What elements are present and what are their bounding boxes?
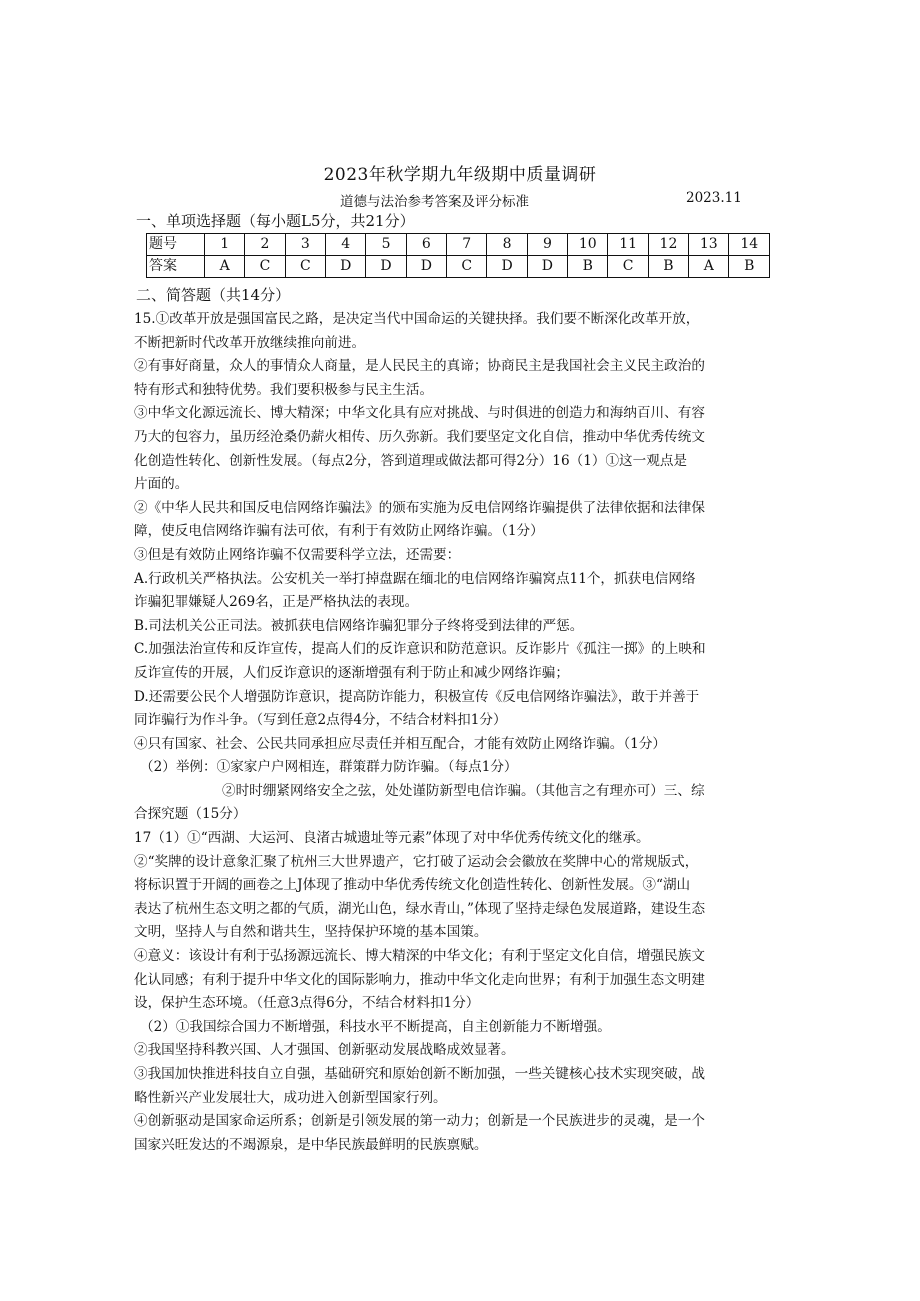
question-number: 5 bbox=[366, 234, 406, 256]
page-subtitle: 道德与法治参考答案及评分标准 bbox=[340, 194, 529, 210]
question-number: 14 bbox=[729, 234, 770, 256]
text-line: 反诈宣传的开展，人们反诈意识的逐渐增强有利于防止和减少网络诈骗； bbox=[134, 664, 569, 681]
question-number: 13 bbox=[689, 234, 729, 256]
text-line: ②我国坚持科教兴国、人才强国、创新驱动发展战略成效显著。 bbox=[134, 1042, 515, 1059]
answer-cell: C bbox=[447, 256, 487, 278]
answer-cell: C bbox=[285, 256, 325, 278]
text-line: 将标识置于开阔的画卷之上J体现了推动中华优秀传统文化创造性转化、创新性发展。③“湖山 bbox=[134, 877, 691, 894]
question-number: 3 bbox=[285, 234, 325, 256]
text-line: 表达了杭州生态文明之都的气质，湖光山色，绿水青山，”体现了坚持走绿色发展道路，建设生态 bbox=[134, 900, 706, 917]
table-row-numbers bbox=[147, 234, 770, 256]
text-line: （2）①我国综合国力不断增强，科技水平不断提高，自主创新能力不断增强。 bbox=[140, 1018, 611, 1035]
answer-cell: C bbox=[608, 256, 648, 278]
question-number: 9 bbox=[527, 234, 567, 256]
text-line: ③我国加快推进科技自立自强，基础研究和原始创新不断加强，一些关键核心技术实现突破，战 bbox=[134, 1066, 705, 1082]
text-line: 乃大的包容力，虽历经沧桑仍薪火相传、历久弥新。我们要坚定文化自信，推动中华优秀传统文 bbox=[134, 428, 705, 445]
text-line: ④创新驱动是国家命运所系；创新是引领发展的第一动力；创新是一个民族进步的灵魂，是一个 bbox=[134, 1113, 705, 1130]
text-line: 设，保护生态环境。（任意3点得6分，不结合材料扣1分） bbox=[134, 995, 480, 1012]
section-1-title: 一、单项选择题（每小题L5分，共21分） bbox=[136, 212, 415, 230]
answer-cell: B bbox=[648, 256, 688, 278]
text-line: 化认同感；有利于提升中华文化的国际影响力，推动中华文化走向世界；有利于加强生态文明建 bbox=[134, 971, 705, 988]
row-label-answers: 答案 bbox=[147, 256, 205, 278]
text-line: 特有形式和独特优势。我们要积极参与民主生活。 bbox=[134, 381, 434, 398]
question-number: 1 bbox=[205, 234, 245, 256]
text-line: D.还需要公民个人增强防诈意识，提高防诈能力，积极宣传《反电信网络诈骗法》，敢于并善于 bbox=[134, 688, 700, 705]
text-line: 15.①改革开放是强国富民之路，是决定当代中国命运的关键抉择。我们要不断深化改革开放， bbox=[134, 311, 700, 327]
text-line: ③中华文化源远流长、博大精深；中华文化具有应对挑战、与时俱进的创造力和海纳百川、有容 bbox=[134, 405, 705, 422]
text-line: 合探究题（15分） bbox=[134, 806, 247, 823]
text-line: ②有事好商量，众人的事情众人商量，是人民民主的真谛；协商民主是我国社会主义民主政治的 bbox=[134, 358, 705, 375]
text-line: 诈骗犯罪嫌疑人269名，正是严格执法的表现。 bbox=[134, 594, 419, 611]
answer-cell: B bbox=[568, 256, 608, 278]
text-line: A.行政机关严格执法。公安机关一举打掉盘踞在缅北的电信网络诈骗窝点11个，抓获电信网络 bbox=[134, 570, 696, 587]
row-label-numbers: 题号 bbox=[147, 234, 205, 256]
page-title: 2023年秋学期九年级期中质量调研 bbox=[323, 165, 597, 185]
text-line: C.加强法治宣传和反诈宣传，提高人们的反诈意识和防范意识。反诈影片《孤注一掷》的上映和 bbox=[134, 641, 706, 658]
text-line: 化创造性转化、创新性发展。（每点2分，答到道理或做法都可得2分）16（1）①这一观点是 bbox=[134, 452, 688, 469]
text-line: 略性新兴产业发展壮大，成功进入创新型国家行列。 bbox=[134, 1089, 447, 1106]
answer-cell: C bbox=[245, 256, 285, 278]
table-row-answers bbox=[147, 256, 770, 278]
answer-cell: A bbox=[689, 256, 729, 278]
text-line: ④意义：该设计有利于弘扬源远流长、博大精深的中华文化；有利于坚定文化自信，增强民族文 bbox=[134, 948, 705, 965]
answer-cell: A bbox=[205, 256, 245, 278]
question-number: 2 bbox=[245, 234, 285, 256]
text-line: 障，使反电信网络诈骗有法可依，有利于有效防止网络诈骗。（1分） bbox=[134, 523, 544, 540]
text-line: 文明，坚持人与自然和谐共生，坚持保护环境的基本国策。 bbox=[134, 924, 488, 941]
answer-cell: B bbox=[729, 256, 770, 278]
text-line: B.司法机关公正司法。被抓获电信网络诈骗犯罪分子终将受到法律的严惩。 bbox=[134, 617, 584, 634]
answer-cell: D bbox=[487, 256, 527, 278]
answer-cell: D bbox=[326, 256, 366, 278]
answer-table bbox=[146, 233, 770, 278]
text-line: ②《中华人民共和国反电信网络诈骗法》的颁布实施为反电信网络诈骗提供了法律依据和法律保 bbox=[134, 499, 705, 516]
section-2-title: 二、简答题（共14分） bbox=[136, 286, 291, 304]
text-line: 同诈骗行为作斗争。（写到任意2点得4分，不结合材料扣1分） bbox=[134, 712, 507, 729]
question-number: 11 bbox=[608, 234, 648, 256]
text-line: 片面的。 bbox=[134, 476, 189, 493]
text-line: 国家兴旺发达的不竭源泉，是中华民族最鲜明的民族禀赋。 bbox=[134, 1136, 488, 1153]
question-number: 10 bbox=[568, 234, 608, 256]
text-line: ②时时绷紧网络安全之弦，处处谨防新型电信诈骗。（其他言之有理亦可）三、综 bbox=[222, 782, 705, 799]
text-line: 不断把新时代改革开放继续推向前进。 bbox=[134, 334, 366, 351]
text-line: ②“奖牌的设计意象汇聚了杭州三大世界遗产，它打破了运动会会徽放在奖牌中心的常规版式， bbox=[134, 853, 699, 870]
question-number: 8 bbox=[487, 234, 527, 256]
question-number: 6 bbox=[406, 234, 446, 256]
answer-body bbox=[134, 308, 784, 1157]
text-line: （2）举例：①家家户户网相连，群策群力防诈骗。（每点1分） bbox=[140, 759, 518, 776]
text-line: 17（1）①“西湖、大运河、良渚古城遗址等元素”体现了对中华优秀传统文化的继承。 bbox=[134, 830, 650, 847]
answer-cell: D bbox=[527, 256, 567, 278]
document-date: 2023.11 bbox=[686, 190, 742, 206]
text-line: ④只有国家、社会、公民共同承担应尽责任并相互配合，才能有效防止网络诈骗。（1分） bbox=[134, 735, 667, 752]
question-number: 7 bbox=[447, 234, 487, 256]
question-number: 12 bbox=[648, 234, 688, 256]
answer-cell: D bbox=[406, 256, 446, 278]
question-number: 4 bbox=[326, 234, 366, 256]
text-line: ③但是有效防止网络诈骗不仅需要科学立法，还需要： bbox=[134, 546, 461, 563]
answer-cell: D bbox=[366, 256, 406, 278]
